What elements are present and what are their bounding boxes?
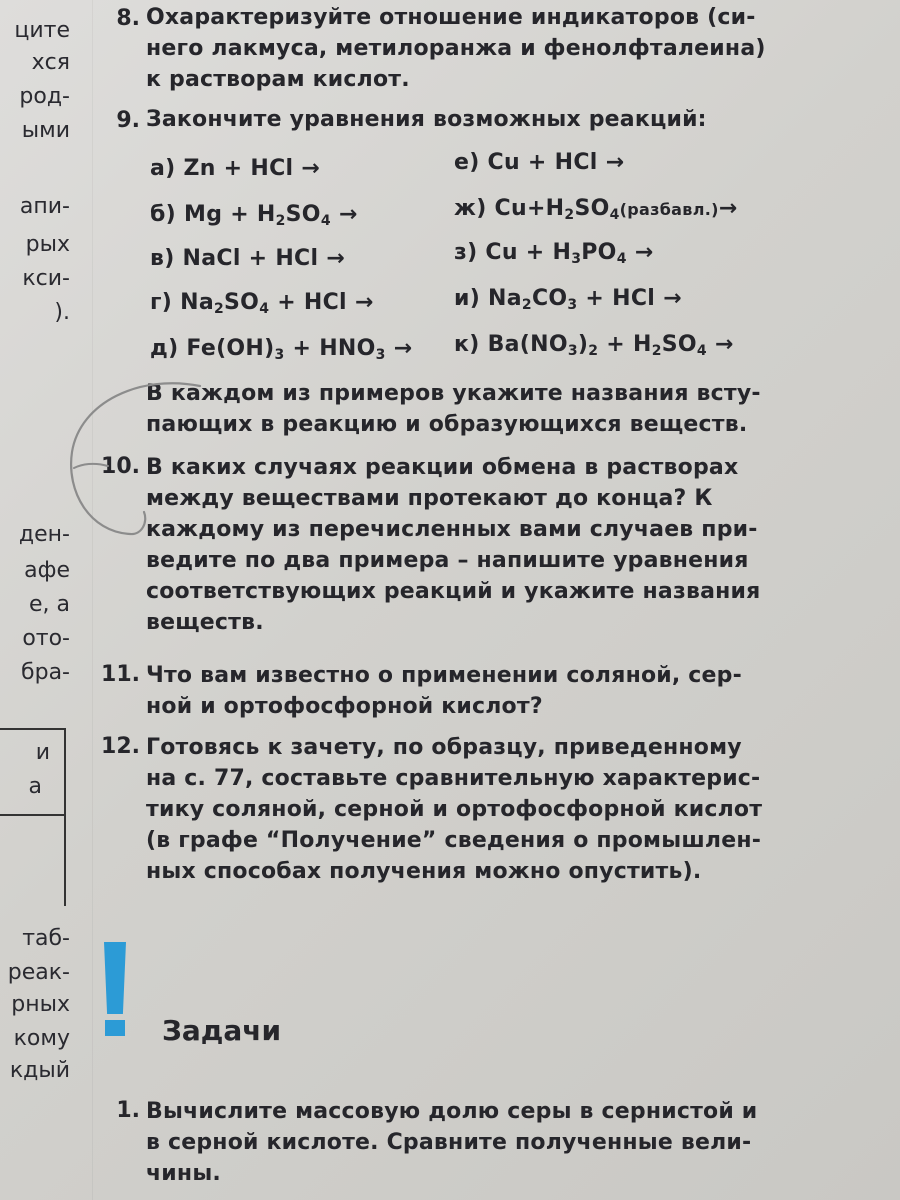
- equation-v: [150, 246, 345, 271]
- question-text: [146, 452, 786, 638]
- question-text: [146, 2, 786, 95]
- equation-part: Cu+H: [494, 196, 565, 221]
- equation-part: →: [718, 196, 738, 221]
- question-text: [146, 660, 786, 722]
- equation-part: (разбавл.): [619, 200, 719, 219]
- equation-i: [454, 286, 682, 313]
- equation-label: г): [150, 290, 173, 315]
- equation-label: ж): [454, 196, 487, 221]
- subscript: 2: [275, 213, 286, 229]
- text-line: Вычислите массовую долю серы в сернистой и: [146, 1099, 758, 1124]
- text-line: ных способах получения можно опустить).: [146, 859, 702, 884]
- gutter-word: ците: [14, 18, 70, 43]
- task-number: 1.: [116, 1098, 140, 1123]
- equation-z: [454, 240, 653, 267]
- gutter-word: таб-: [22, 926, 70, 951]
- subscript: 3: [274, 347, 285, 363]
- equation-label: к): [454, 332, 480, 357]
- gutter-word: ).: [54, 300, 70, 325]
- question-number: 9.: [116, 108, 140, 133]
- equation-part: →: [706, 332, 734, 357]
- text-line: к растворам кислот.: [146, 67, 410, 92]
- gutter-table: [0, 728, 66, 906]
- equation-label: е): [454, 150, 480, 175]
- gutter-word: бра-: [21, 660, 70, 685]
- text-line: Что вам известно о применении соляной, сер-: [146, 663, 742, 688]
- text-line: него лакмуса, метилоранжа и фенолфталеина): [146, 36, 766, 61]
- subscript: 4: [696, 343, 707, 359]
- question-number: 8.: [116, 6, 140, 31]
- equation-part: + HCl →: [269, 290, 374, 315]
- equation-part: SO: [661, 332, 697, 357]
- subscript: 3: [567, 343, 578, 359]
- equation-label: з): [454, 240, 478, 265]
- text-line: ведите по два примера – напишите уравнения: [146, 548, 749, 573]
- subscript: 2: [564, 207, 575, 223]
- equation-d: [150, 336, 412, 363]
- equation-part: →: [626, 240, 654, 265]
- subscript: 2: [588, 343, 599, 359]
- equation-part: →: [385, 336, 413, 361]
- equation-part: Ba(NO: [487, 332, 568, 357]
- text-line: пающих в реакцию и образующихся веществ.: [146, 412, 748, 437]
- subscript: 4: [616, 251, 627, 267]
- page-fold-shadow: [92, 0, 93, 1200]
- subscript: 4: [320, 213, 331, 229]
- equation-part: + HNO: [284, 336, 376, 361]
- left-page-fragment: [0, 0, 78, 1200]
- equation-label: б): [150, 202, 177, 227]
- equation-part: SO: [574, 196, 610, 221]
- equation-e: [454, 150, 624, 175]
- gutter-word: рых: [25, 232, 70, 257]
- equation-part: Mg + H: [184, 202, 276, 227]
- equation-part: Cu + H: [485, 240, 572, 265]
- equation-part: + H: [598, 332, 652, 357]
- text-line: В каких случаях реакции обмена в растворах: [146, 455, 739, 480]
- gutter-word: реак-: [7, 960, 70, 985]
- gutter-table-divider: [0, 814, 64, 816]
- task-text: [146, 1096, 786, 1189]
- section-title: Задачи: [162, 1014, 282, 1047]
- equation-label: а): [150, 156, 176, 181]
- subscript: 3: [375, 347, 386, 363]
- subscript: 2: [213, 301, 225, 317]
- subscript: 2: [521, 297, 532, 313]
- gutter-word: кдый: [9, 1058, 70, 1083]
- question-text: [146, 732, 786, 887]
- subscript: 2: [651, 343, 662, 359]
- equation-part: Fe(OH): [186, 336, 275, 361]
- text-line: (в графе “Получение” сведения о промышлен-: [146, 828, 762, 853]
- gutter-word: апи-: [19, 194, 70, 219]
- subscript: 4: [609, 207, 620, 223]
- gutter-word: рных: [11, 992, 70, 1017]
- equation-part: CO: [531, 286, 568, 311]
- question-text: [146, 104, 786, 135]
- equation-part: Cu + HCl →: [487, 150, 625, 175]
- equation-part: Na: [180, 290, 214, 315]
- text-line: веществ.: [146, 610, 264, 635]
- text-line: ной и ортофосфорной кислот?: [146, 694, 543, 719]
- gutter-word: и: [35, 740, 50, 765]
- gutter-word: ото-: [22, 626, 70, 651]
- equation-k: [454, 332, 734, 359]
- subscript: 3: [571, 251, 582, 267]
- equation-part: SO: [285, 202, 321, 227]
- question-number: 11.: [101, 662, 140, 687]
- gutter-word: афе: [24, 558, 70, 583]
- text-line: в серной кислоте. Сравните полученные вели-: [146, 1130, 752, 1155]
- equation-part: NaCl + HCl →: [182, 246, 346, 271]
- text-line: чины.: [146, 1161, 221, 1186]
- gutter-word: ден-: [18, 522, 70, 547]
- equation-label: в): [150, 246, 175, 271]
- equation-part: SO: [224, 290, 260, 315]
- gutter-word: ыми: [21, 118, 70, 143]
- gutter-word: хся: [31, 50, 70, 75]
- gutter-word: е, а: [28, 592, 70, 617]
- text-line: тику соляной, серной и ортофосфорной кислот: [146, 797, 763, 822]
- question-text: [146, 378, 786, 440]
- equation-part: Zn + HCl →: [183, 156, 321, 181]
- equation-part: ): [577, 332, 589, 357]
- text-line: Закончите уравнения возможных реакций:: [146, 107, 707, 132]
- equation-part: PO: [581, 240, 617, 265]
- text-line: на с. 77, составьте сравнительную характерис-: [146, 766, 761, 791]
- exclamation-dot: [105, 1020, 125, 1036]
- equation-part: →: [330, 202, 358, 227]
- equation-part: + HCl →: [577, 286, 682, 311]
- text-line: между веществами протекают до конца? К: [146, 486, 713, 511]
- question-number: 10.: [101, 454, 140, 479]
- subscript: 3: [567, 297, 578, 313]
- text-line: каждому из перечисленных вами случаев при-: [146, 517, 758, 542]
- equation-part: Na: [488, 286, 522, 311]
- equation-g: [150, 290, 374, 317]
- equation-label: д): [150, 336, 179, 361]
- question-number: 12.: [101, 734, 140, 759]
- gutter-word: кому: [13, 1026, 70, 1051]
- gutter-word: род-: [19, 84, 70, 109]
- subscript: 4: [259, 301, 270, 317]
- equation-b: [150, 202, 358, 229]
- text-line: Готовясь к зачету, по образцу, приведенному: [146, 735, 742, 760]
- text-line: соответствующих реакций и укажите названия: [146, 579, 761, 604]
- exclamation-icon: [104, 942, 128, 1038]
- equation-label: и): [454, 286, 481, 311]
- equation-zh: [454, 196, 737, 223]
- gutter-word: а: [28, 774, 42, 799]
- equation-a: [150, 156, 320, 181]
- text-line: В каждом из примеров укажите названия всту-: [146, 381, 761, 406]
- text-line: Охарактеризуйте отношение индикаторов (си-: [146, 5, 756, 30]
- gutter-word: кси-: [22, 266, 70, 291]
- exclamation-bar: [104, 942, 126, 1014]
